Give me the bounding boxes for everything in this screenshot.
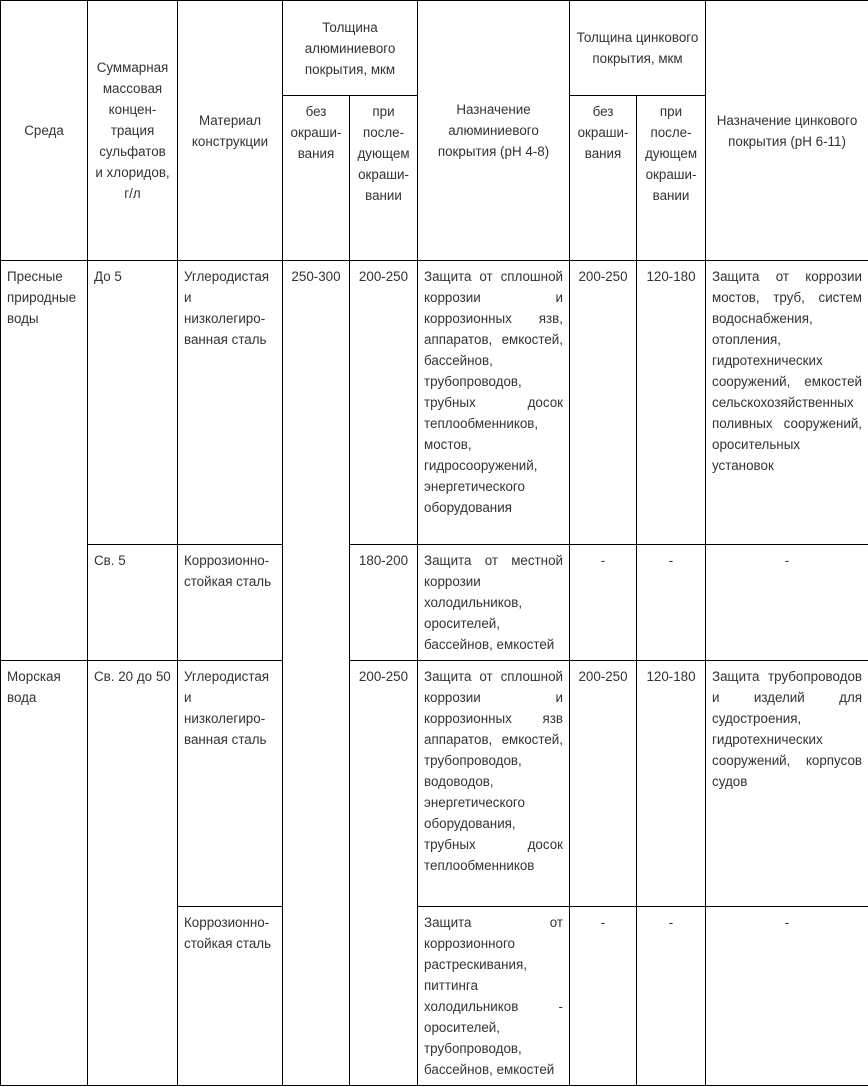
cell-zn-no-paint: - bbox=[570, 545, 637, 661]
cell-zn-with-paint: - bbox=[637, 907, 706, 1086]
cell-zn-purpose: - bbox=[706, 907, 868, 1086]
header-material: Материал конструкции bbox=[178, 1, 283, 261]
header-zn-no-paint: без окраши-вания bbox=[570, 96, 637, 261]
header-sreda: Среда bbox=[1, 1, 88, 261]
cell-zn-no-paint: 200-250 bbox=[570, 261, 637, 545]
cell-zn-purpose: Защита трубопроводов и изделий для судостроения, гидротехнических сооружений, корпусов судов bbox=[706, 661, 868, 907]
header-al-thickness: Толщина алюминиевого покрытия, мкм bbox=[283, 1, 418, 96]
cell-al-no-paint bbox=[283, 907, 350, 1086]
cell-al-purpose: Защита от сплошной коррозии и коррозионных язв, аппаратов, емкостей, бассейнов, трубопроводов, трубных досок теплообменников, мостов, гидросооружений, энергетического оборудования bbox=[418, 261, 570, 545]
cell-zn-with-paint: - bbox=[637, 545, 706, 661]
cell-sreda: Морская вода bbox=[1, 661, 88, 907]
cell-concentration: До 5 bbox=[88, 261, 178, 545]
header-al-no-paint: без окраши-вания bbox=[283, 96, 350, 261]
cell-al-no-paint: 250-300 bbox=[283, 261, 350, 545]
header-al-with-paint: при после-дующем окраши-вании bbox=[350, 96, 418, 261]
header-concentration: Суммарная массовая концен-трация сульфатов и хлоридов, г/л bbox=[88, 1, 178, 261]
cell-concentration bbox=[88, 907, 178, 1086]
cell-sreda bbox=[1, 545, 88, 661]
header-al-purpose: Назначение алюминиевого покрытия (pH 4-8) bbox=[418, 1, 570, 261]
table-row bbox=[1, 545, 868, 661]
header-zn-with-paint: при после-дующем окраши-вании bbox=[637, 96, 706, 261]
cell-zn-with-paint: 120-180 bbox=[637, 661, 706, 907]
cell-al-no-paint bbox=[283, 545, 350, 661]
cell-material: Углеродистая и низколегиро-ванная сталь bbox=[178, 261, 283, 545]
cell-zn-purpose: - bbox=[706, 545, 868, 661]
cell-al-with-paint bbox=[350, 907, 418, 1086]
header-zn-purpose: Назначение цинкового покрытия (pH 6-11) bbox=[706, 1, 868, 261]
cell-zn-purpose: Защита от коррозии мостов, труб, систем водоснабжения, отопления, гидротехнических сооружений, емкостей сельскохозяйственных поливных сооружений, оросительных установок bbox=[706, 261, 868, 545]
cell-zn-no-paint: - bbox=[570, 907, 637, 1086]
cell-al-with-paint: 200-250 bbox=[350, 661, 418, 907]
table-row bbox=[1, 261, 868, 545]
cell-zn-no-paint: 200-250 bbox=[570, 661, 637, 907]
header-zn-thickness: Толщина цинкового покрытия, мкм bbox=[570, 1, 706, 96]
cell-al-with-paint: 200-250 bbox=[350, 261, 418, 545]
cell-material: Коррозионно-стойкая сталь bbox=[178, 907, 283, 1086]
table-row bbox=[1, 661, 868, 907]
cell-concentration: Св. 5 bbox=[88, 545, 178, 661]
cell-al-purpose: Защита от местной коррозии холодильников, оросителей, бассейнов, емкостей bbox=[418, 545, 570, 661]
cell-concentration: Св. 20 до 50 bbox=[88, 661, 178, 907]
header-row-1 bbox=[1, 1, 868, 96]
cell-al-no-paint bbox=[283, 661, 350, 907]
cell-al-purpose: Защита от сплошной коррозии и коррозионных язв аппаратов, емкостей, трубопроводов, водоводов, энергетического оборудования, трубных досок теплообменников bbox=[418, 661, 570, 907]
table-row bbox=[1, 907, 868, 1086]
cell-material: Углеродистая и низколегиро-ванная сталь bbox=[178, 661, 283, 907]
cell-sreda bbox=[1, 907, 88, 1086]
cell-zn-with-paint: 120-180 bbox=[637, 261, 706, 545]
cell-material: Коррозионно-стойкая сталь bbox=[178, 545, 283, 661]
cell-al-purpose: Защита от коррозионного растрескивания, питтинга холодильников - оросителей, трубопроводов, бассейнов, емкостей bbox=[418, 907, 570, 1086]
cell-al-with-paint: 180-200 bbox=[350, 545, 418, 661]
cell-sreda: Пресные природные воды bbox=[1, 261, 88, 545]
